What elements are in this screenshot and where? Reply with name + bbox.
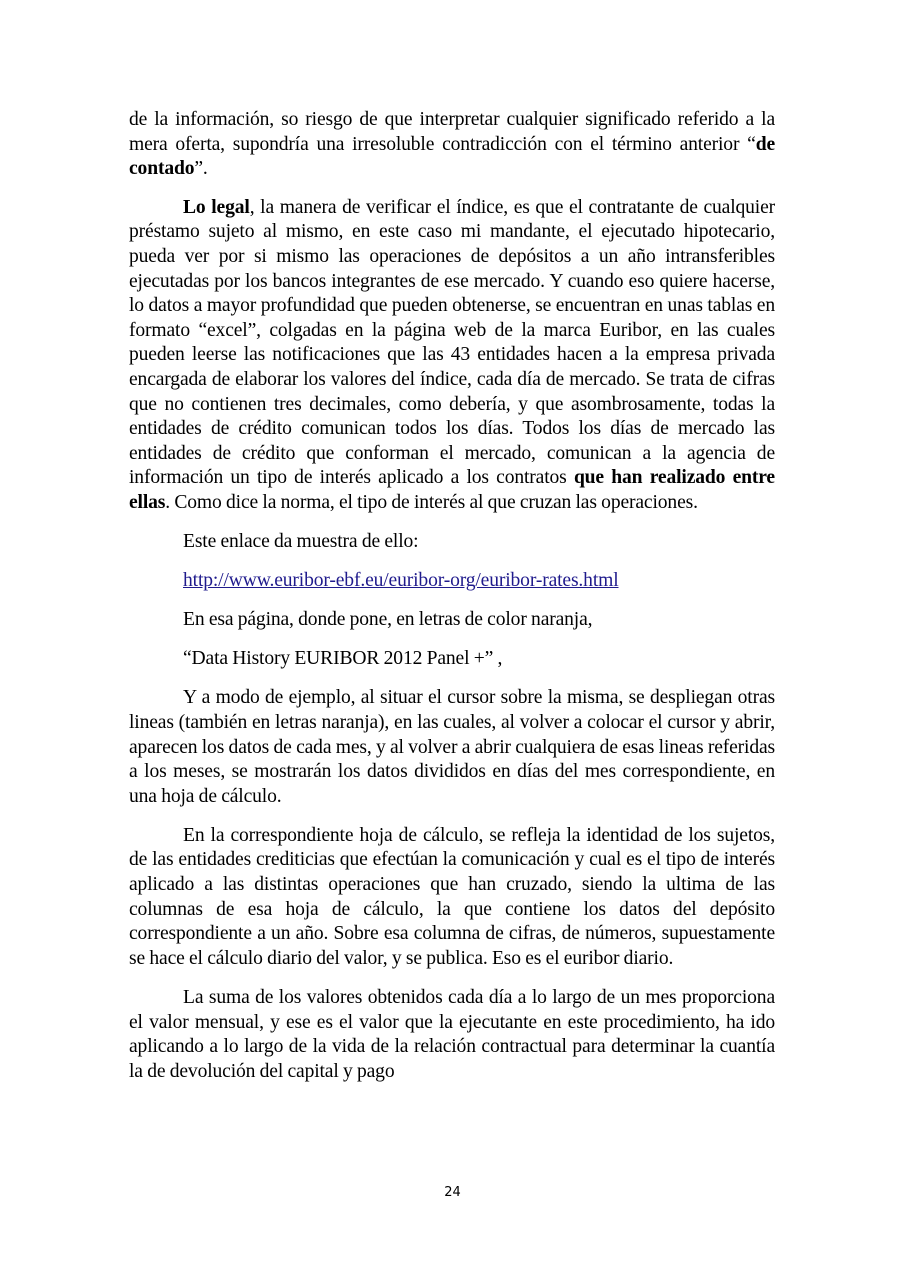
euribor-rates-link[interactable]: http://www.euribor-ebf.eu/euribor-org/euribor-rates.html (183, 570, 619, 592)
paragraph-lo-legal (129, 196, 775, 516)
paragraph-orange-letters (129, 608, 775, 633)
paragraph-data-history (129, 647, 775, 672)
paragraph-continuation (129, 108, 775, 182)
paragraph-text: En la correspondiente hoja de cálculo, se refleja la identidad de los sujetos, de las entidades crediticias que efectúan la comunicación y cual es el tipo de interés aplicado a las distintas operaciones que han cruzado, siendo la ultima de las columnas de esa hoja de cálculo, la que contiene los datos del depósito correspondiente a un año. Sobre esa columna de cifras, de números, supuestamente se hace el cálculo diario del valor, y se publica. Eso es el euribor diario. (129, 824, 775, 969)
document-page (129, 108, 775, 1099)
page-number: 24 (444, 1185, 461, 1200)
paragraph-text: Este enlace da muestra de ello: (183, 531, 419, 552)
paragraph-text: La suma de los valores obtenidos cada día a lo largo de un mes proporciona el valor mensual, y ese es el valor que la ejecutante en este procedimiento, ha ido aplicando a lo largo de la vida de la relación contractual para determinar la cuantía la de devolución del capital y pago (129, 986, 775, 1082)
paragraph-text: “Data History EURIBOR 2012 Panel +” , (183, 648, 503, 670)
paragraph-text: En esa página, donde pone, en letras de color naranja, (183, 609, 593, 631)
paragraph-monthly-sum (129, 986, 775, 1084)
paragraph-text: , la manera de verificar el índice, es que el contratante de cualquier préstamo sujeto al mismo, en este caso mi mandante, el ejecutado hipotecario, pueda ver por si mismo las operaciones de depósitos a un año intransferibles ejecutadas por los bancos integrantes de ese mercado. Y cuando eso quiere hacerse, lo datos a mayor profundidad que pueden obtenerse, se encuentran en unas tablas en formato “excel”, colgadas en la página web de la marca Euribor, en las cuales pueden leerse las notificaciones que las 43 entidades hacen a la empresa privada encargada de elaborar los valores del índice, cada día de mercado. Se trata de cifras que no contienen tres decimales, como debería, y que asombrosamente, todas la entidades de crédito comunican todos los días. Todos los días de mercado las entidades de crédito que conforman el mercado, comunican a la agencia de información un tipo de interés aplicado a los contratos (129, 196, 776, 489)
paragraph-text: . Como dice la norma, el tipo de interés al que cruzan las operaciones. (165, 491, 698, 513)
paragraph-link (129, 569, 775, 594)
paragraph-link-intro (129, 530, 775, 555)
paragraph-text: Y a modo de ejemplo, al situar el cursor sobre la misma, se despliegan otras lineas (también en letras naranja), en las cuales, al volver a colocar el cursor y abrir, aparecen los datos de cada mes, y al volver a abrir cualquiera de esas lineas referidas a los meses, se mostrarán los datos divididos en días del mes correspondiente, en una hoja de cálculo. (129, 687, 775, 807)
paragraph-text: de la información, so riesgo de que interpretar cualquier significado referido a la mera oferta, supondría una irresoluble contradicción con el término anterior “ (129, 109, 775, 155)
bold-term: de contado (129, 133, 775, 180)
bold-lead: Lo legal (183, 196, 250, 218)
bold-phrase: que han realizado entre ellas (129, 467, 775, 513)
paragraph-text: ”. (194, 158, 208, 180)
paragraph-spreadsheet (129, 824, 775, 972)
paragraph-example (129, 686, 775, 809)
